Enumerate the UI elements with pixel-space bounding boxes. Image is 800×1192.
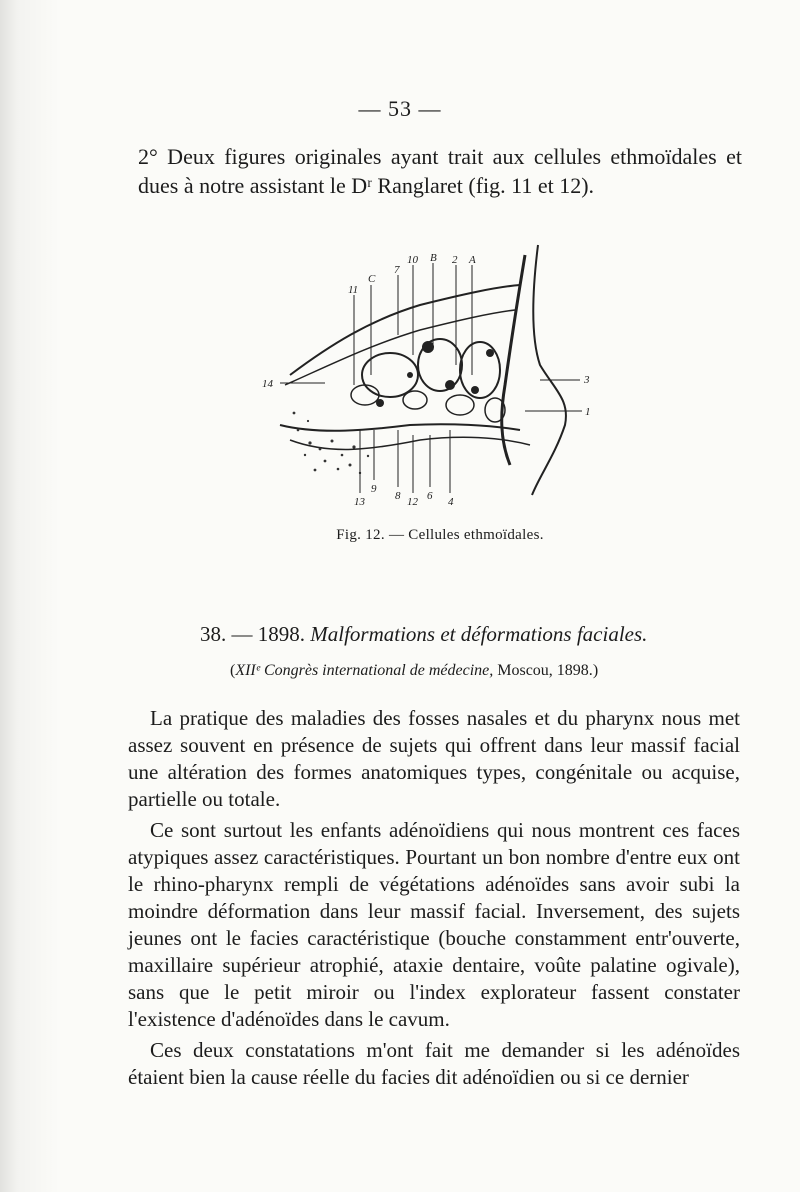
close-paren: )	[592, 662, 599, 679]
figure-label: 2	[452, 254, 458, 266]
figure-label: 11	[348, 284, 359, 296]
figure-label: 1	[585, 406, 591, 418]
figure-label: C	[368, 273, 376, 285]
entry-heading	[200, 622, 720, 647]
body-text	[128, 705, 740, 1095]
body-paragraph: La pratique des maladies des fosses nasales et du pharynx nous met assez souvent en présence de sujets qui offrent dans leur massif facial une altération des formes anatomiques types, congénitale ou acquise, partielle ou totale.	[128, 706, 740, 811]
figure-label: A	[469, 254, 476, 266]
open-paren: (	[230, 662, 236, 679]
figure-label: 13	[354, 496, 365, 508]
entry-source	[230, 662, 690, 680]
figure-label: 7	[394, 264, 400, 276]
ethmoid-illustration	[250, 225, 610, 515]
intro-paragraph	[138, 142, 742, 200]
figure-label: 12	[407, 496, 418, 508]
figure-label: 4	[448, 496, 454, 508]
figure-label: 6	[427, 490, 433, 502]
figure-label: 10	[407, 254, 418, 266]
figure-ethmoid-cells	[250, 225, 610, 515]
entry-source-congress: XIIᵉ Congrès international de médecine,	[235, 662, 494, 679]
entry-number: 38. — 1898.	[200, 622, 305, 646]
entry-source-place: Moscou, 1898.	[493, 662, 593, 679]
figure-label: 8	[395, 490, 401, 502]
intro-text: 2° Deux figures originales ayant trait aux cellules ethmoïdales et dues à notre assistant le Dʳ Ranglaret (fig. 11 et 12).	[138, 144, 742, 198]
body-paragraph: Ce sont surtout les enfants adénoïdiens qui nous montrent ces faces atypiques assez caractéristiques. Pourtant un bon nombre d'entre eux ont le rhino-pharynx rempli de végétations adénoïdes sans avoir subi la moindre déformation dans leur massif facial. Inversement, des sujets jeunes ont le facies caractéristique (bouche constamment entr'ouverte, maxillaire supérieur atrophié, ataxie dentaire, voûte palatine ogivale), sans que le petit miroir ou l'index explorateur fassent constater l'existence d'adénoïdes dans le cavum.	[128, 818, 740, 1031]
figure-caption: Fig. 12. — Cellules ethmoïdales.	[336, 527, 544, 543]
figure-label: B	[430, 252, 437, 264]
figure-label: 3	[584, 374, 590, 386]
page-number: — 53 —	[358, 96, 442, 121]
figure-label: 14	[262, 378, 273, 390]
entry-title-text: Malformations et déformations faciales.	[310, 622, 648, 646]
body-paragraph: Ces deux constatations m'ont fait me demander si les adénoïdes étaient bien la cause réelle du facies dit adénoïdien ou si ce dernier	[128, 1038, 740, 1089]
figure-label: 9	[371, 483, 377, 495]
